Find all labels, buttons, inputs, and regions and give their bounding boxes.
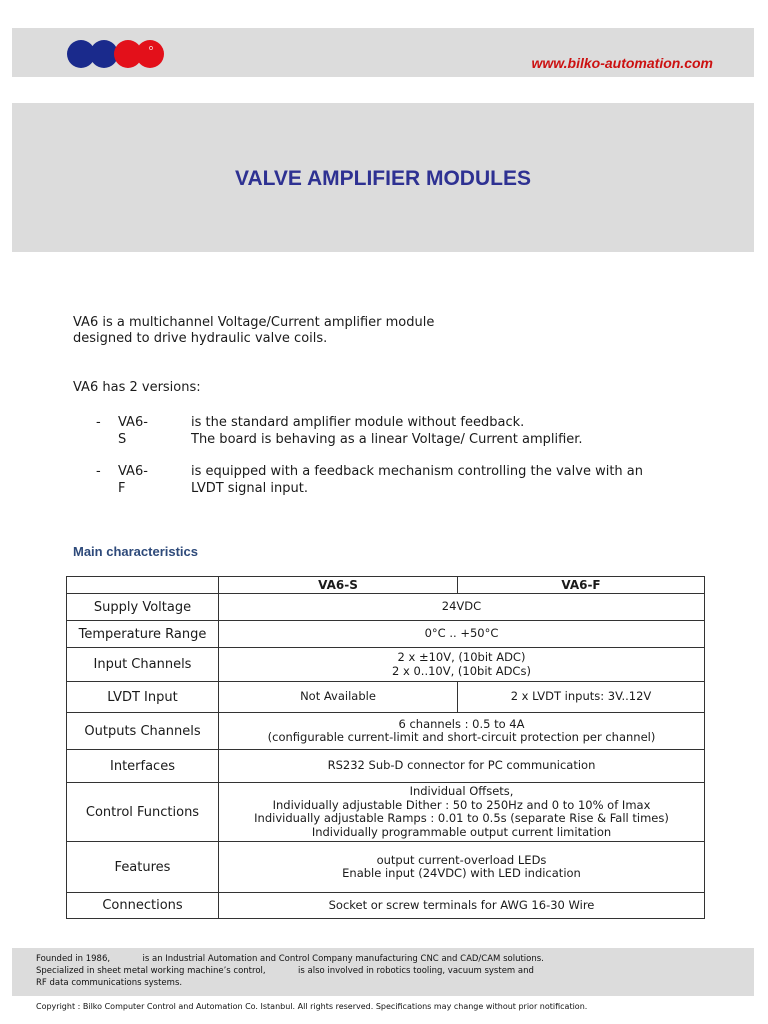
page-title: VALVE AMPLIFIER MODULES xyxy=(235,167,531,190)
table-row xyxy=(67,783,705,842)
footer-line-3: RF data communications systems. xyxy=(36,978,183,988)
version-code: VA6-F xyxy=(118,464,148,496)
list-dash: - xyxy=(96,415,101,430)
version-description xyxy=(191,414,691,448)
version-desc-line-1: is the standard amplifier module without feedback. xyxy=(191,415,525,430)
value-line: Individually adjustable Ramps : 0.01 to 0.5s (separate Rise & Fall times) xyxy=(254,811,669,825)
value-line: Individual Offsets, xyxy=(409,784,514,798)
header-bar xyxy=(12,28,754,77)
value-line: Enable input (24VDC) with LED indication xyxy=(342,866,581,880)
value-line: 2 x ±10V, (10bit ADC) xyxy=(397,650,526,664)
value-line: Individually programmable output current limitation xyxy=(311,824,612,839)
versions-heading: VA6 has 2 versions: xyxy=(73,380,201,395)
version-description xyxy=(191,463,691,497)
row-label: Temperature Range xyxy=(67,621,219,648)
footer-band xyxy=(12,948,754,996)
website-link[interactable]: www.bilko-automation.com xyxy=(531,55,713,71)
table-row xyxy=(67,648,705,682)
intro-line-1: VA6 is a multichannel Voltage/Current amplifier module xyxy=(73,315,435,330)
value-line: output current-overload LEDs xyxy=(376,852,547,867)
table-row xyxy=(67,750,705,783)
bilko-logo xyxy=(66,39,166,69)
characteristics-heading: Main characteristics xyxy=(73,544,199,559)
value-line: 2 x 0..10V, (10bit ADCs) xyxy=(392,663,531,678)
table-row xyxy=(67,893,705,919)
value-line: Individually adjustable Dither : 50 to 250Hz and 0 to 10% of Imax xyxy=(272,797,651,812)
row-value xyxy=(219,893,705,919)
version-desc-line-1: is equipped with a feedback mechanism controlling the valve with an xyxy=(191,464,643,479)
row-value xyxy=(219,713,705,750)
footer-line-1: Founded in 1986, is an Industrial Automation and Control Company manufacturing CNC and CAD/CAM solutions. xyxy=(36,954,544,964)
table-header-empty xyxy=(67,577,219,594)
version-desc-line-2: LVDT signal input. xyxy=(191,481,308,496)
value-line: (configurable current-limit and short-circuit protection per channel) xyxy=(267,730,656,744)
company-description xyxy=(36,953,544,989)
value-line: RS232 Sub-D connector for PC communication xyxy=(327,758,596,773)
row-value-va6-f: 2 x LVDT inputs: 3V..12V xyxy=(458,682,705,713)
row-value xyxy=(219,750,705,783)
table-row xyxy=(67,842,705,893)
row-value xyxy=(219,621,705,648)
table-header-va6-f: VA6-F xyxy=(458,577,705,594)
row-label: Features xyxy=(67,842,219,893)
value-line: 0°C .. +50°C xyxy=(424,626,499,641)
copyright-notice: Copyright : Bilko Computer Control and Automation Co. Istanbul. All rights reserved. Specifications may change without prior notification. xyxy=(36,1002,588,1011)
version-desc-line-2: The board is behaving as a linear Voltage/ Current amplifier. xyxy=(191,432,583,447)
intro-line-2: designed to drive hydraulic valve coils. xyxy=(73,331,328,346)
row-label: Connections xyxy=(67,893,219,919)
row-value xyxy=(219,594,705,621)
row-value-va6-s: Not Available xyxy=(219,682,458,713)
row-label: Outputs Channels xyxy=(67,713,219,750)
row-label: Interfaces xyxy=(67,750,219,783)
table-row xyxy=(67,594,705,621)
table-header-va6-s: VA6-S xyxy=(219,577,458,594)
row-value xyxy=(219,842,705,893)
characteristics-table xyxy=(66,576,705,919)
version-code: VA6-S xyxy=(118,415,148,447)
table-row xyxy=(67,621,705,648)
table-header-row xyxy=(67,577,705,594)
row-label: LVDT Input xyxy=(67,682,219,713)
table-row xyxy=(67,713,705,750)
value-line: 24VDC xyxy=(441,599,482,614)
row-value xyxy=(219,648,705,682)
row-label: Control Functions xyxy=(67,783,219,842)
row-label: Input Channels xyxy=(67,648,219,682)
row-value xyxy=(219,783,705,842)
list-dash: - xyxy=(96,464,101,479)
row-label: Supply Voltage xyxy=(67,594,219,621)
intro-paragraph xyxy=(73,315,434,347)
value-line: Socket or screw terminals for AWG 16-30 Wire xyxy=(328,897,595,912)
table-row xyxy=(67,682,705,713)
title-band xyxy=(12,103,754,252)
footer-line-2: Specialized in sheet metal working machine’s control, is also involved in robotics tooling, vacuum system and xyxy=(36,966,534,976)
value-line: 6 channels : 0.5 to 4A xyxy=(398,716,525,731)
